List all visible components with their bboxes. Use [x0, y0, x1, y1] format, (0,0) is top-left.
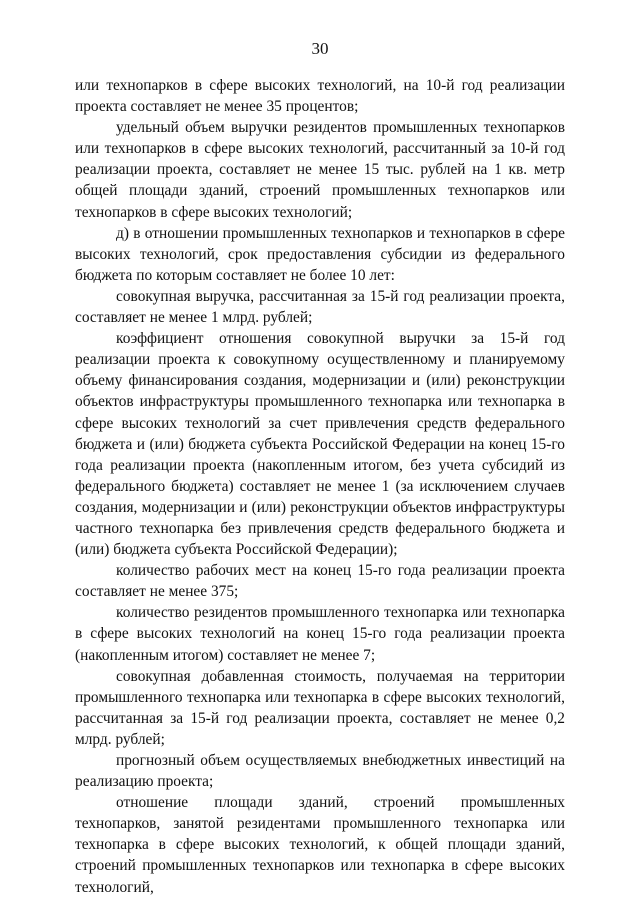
paragraph-7: количество резидентов промышленного технопарка или технопарка в сфере высоких технологий на конец 15-го года реализации проекта (накопленным итогом) составляет не менее 7; [75, 604, 565, 664]
paragraph-10: отношение площади зданий, строений промышленных технопарков, занятой резидентами промышленного технопарка или технопарка в сфере высоких технологий, к общей площади зданий, строений промышленных технопарков или технопарка в сфере высоких технологий, [75, 794, 565, 896]
paragraph-4: совокупная выручка, рассчитанная за 15-й год реализации проекта, составляет не менее 1 млрд. рублей; [75, 287, 565, 327]
paragraph-8: совокупная добавленная стоимость, получаемая на территории промышленного технопарка или технопарка в сфере высоких технологий, рассчитанная за 15-й год реализации проекта, составляет не менее 0,2 млрд. рублей; [75, 667, 565, 748]
paragraph-2: удельный объем выручки резидентов промышленных технопарков или технопарков в сфере высоких технологий, рассчитанный за 10-й год реализации проекта, составляет не менее 15 тыс. рублей на 1 кв. метр общей площади зданий, строений промышленных технопарков или технопарков в сфере высоких технологий; [75, 119, 565, 221]
document-body [75, 75, 565, 898]
paragraph-5: коэффициент отношения совокупной выручки за 15-й год реализации проекта к совокупному осуществленному и планируемому объему финансирования создания, модернизации и (или) реконструкции объектов инфраструктуры промышленного технопарка или технопарка в сфере высоких технологий за счет привлечения средств федерального бюджета и (или) бюджета субъекта Российской Федерации на конец 15-го года реализации проекта (накопленным итогом, без учета субсидий из федерального бюджета) составляет не менее 1 (за исключением случаев создания, модернизации и (или) реконструкции объектов инфраструктуры частного технопарка без привлечения средств федерального бюджета и (или) бюджета субъекта Российской Федерации); [75, 330, 565, 559]
paragraph-6: количество рабочих мест на конец 15-го года реализации проекта составляет не менее 375; [75, 562, 565, 601]
paragraph-3: д) в отношении промышленных технопарков и технопарков в сфере высоких технологий, срок предоставления субсидии из федерального бюджета по которым составляет не более 10 лет: [75, 224, 565, 284]
paragraph-1: или технопарков в сфере высоких технологий, на 10-й год реализации проекта составляет не менее 35 процентов; [75, 77, 565, 116]
page-number: 30 [311, 39, 329, 58]
paragraph-9: прогнозный объем осуществляемых внебюджетных инвестиций на реализацию проекта; [75, 752, 565, 791]
